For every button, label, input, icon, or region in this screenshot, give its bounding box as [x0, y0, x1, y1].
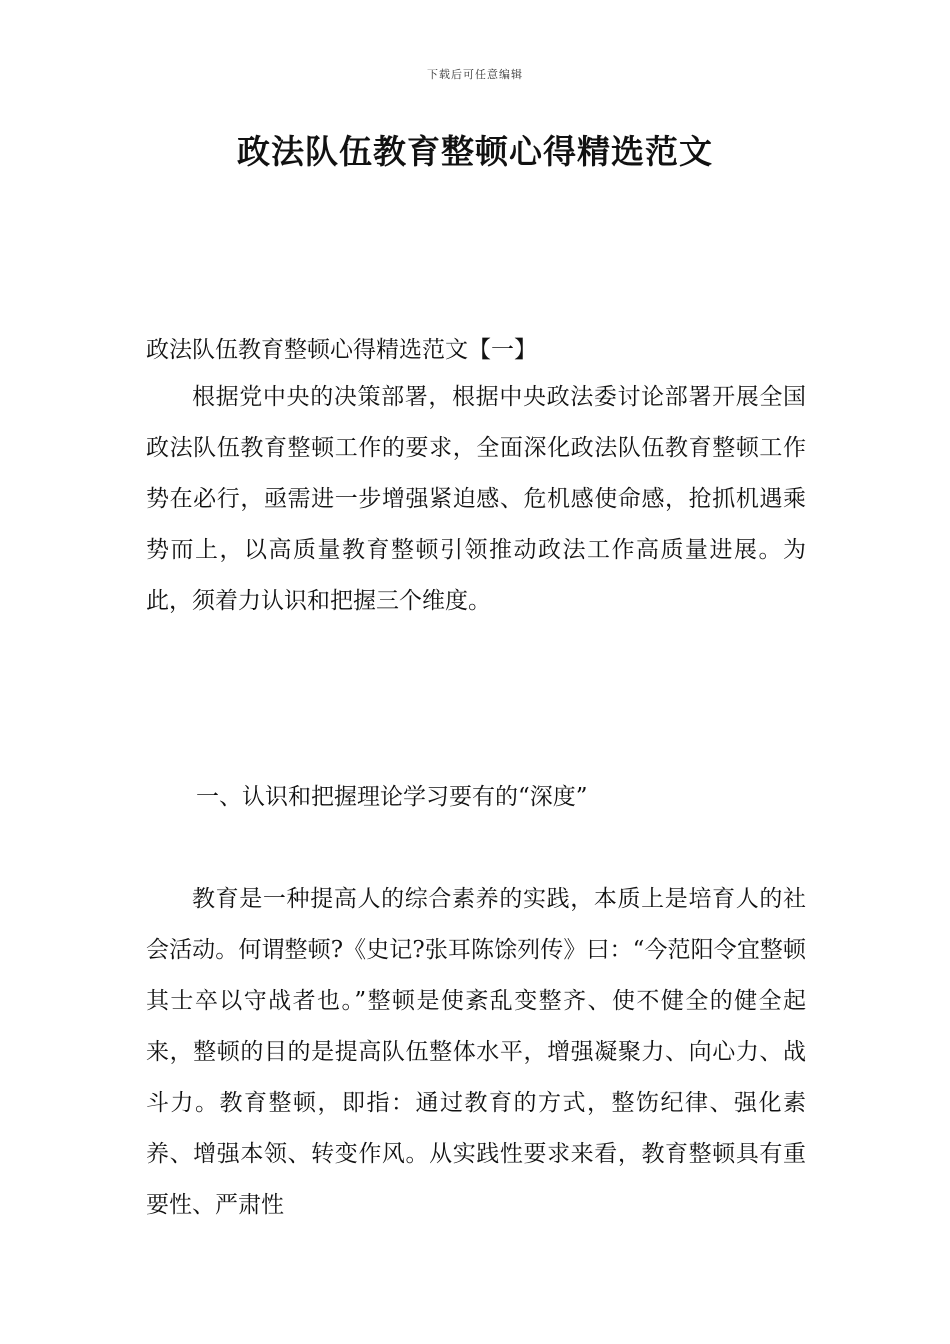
paragraph-intro: 根据党中央的决策部署，根据中央政法委讨论部署开展全国政法队伍教育整顿工作的要求，全面深化政法队伍教育整顿工作势在必行，亟需进一步增强紧迫感、危机感使命感，抢抓机遇乘势而上，以高质量教育整顿引领推动政法工作高质量进展。为此，须着力认识和把握三个维度。	[146, 384, 806, 614]
subheading-theory-depth: 一、认识和把握理论学习要有的“深度”	[196, 784, 588, 810]
section-title: 政法队伍教育整顿心得精选范文【一】	[146, 337, 537, 363]
document-title: 政法队伍教育整顿心得精选范文	[237, 132, 713, 171]
paragraph-education-definition: 教育是一种提高人的综合素养的实践，本质上是培育人的社会活动。何谓整顿?《史记?张耳陈馀列传》曰：“今范阳令宜整顿其士卒以守战者也。”整顿是使紊乱变整齐、使不健全的健全起来，整顿的目的是提高队伍整体水平，增强凝聚力、向心力、战斗力。教育整顿，即指：通过教育的方式，整饬纪律、强化素养、增强本领、转变作风。从实践性要求来看，教育整顿具有重要性、严肃性	[146, 886, 806, 1218]
header-note: 下载后可任意编辑	[427, 68, 523, 81]
